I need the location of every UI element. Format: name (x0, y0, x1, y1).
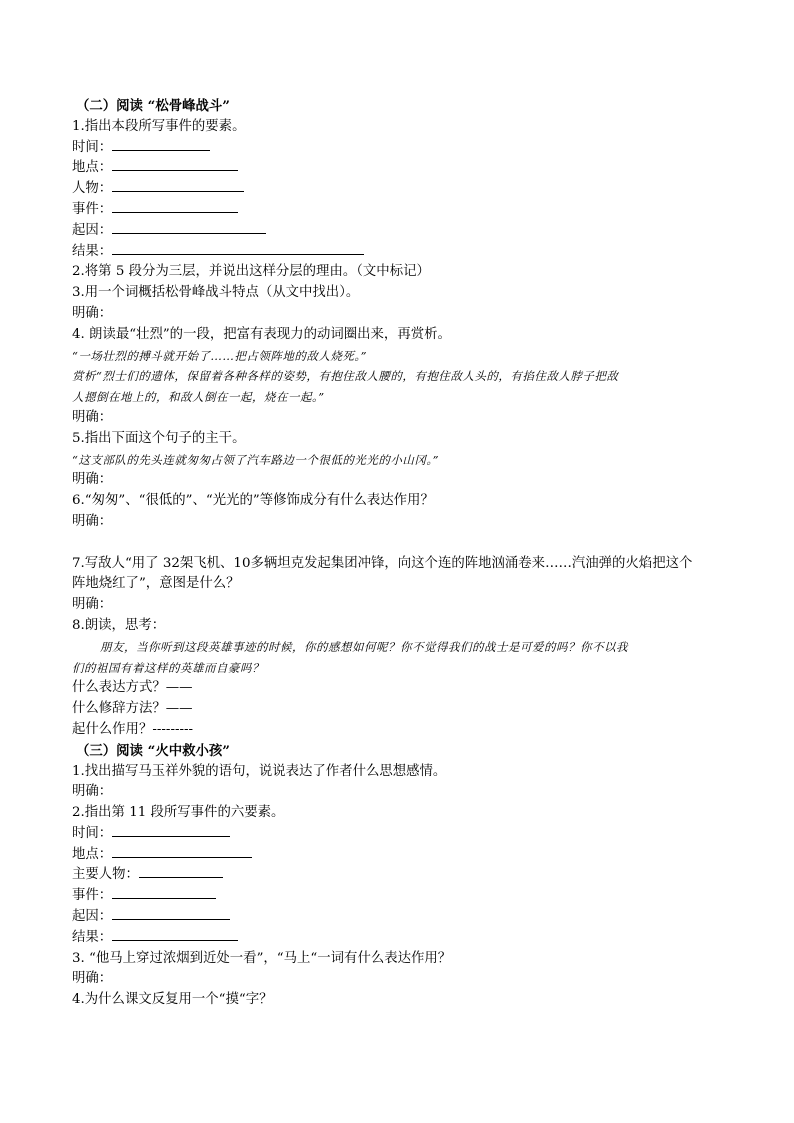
field-place (72, 845, 732, 866)
question-5: 5.指出下面这个句子的主干。 (72, 430, 246, 446)
answer-blank[interactable] (112, 845, 252, 858)
answer-label: 明确： (72, 409, 113, 425)
question-1: 1.指出本段所写事件的要素。 (72, 118, 246, 134)
answer-blank[interactable] (112, 200, 238, 213)
field-people (72, 179, 732, 200)
field-label: 时间： (72, 139, 113, 155)
field-label: 地点： (72, 160, 113, 176)
analysis-text-line-1: 赏析“烈士们的遗体，保留着各种各样的姿势，有抱住敌人腰的，有抱住敌人头的，有掐住敌人脖子把敌 (72, 369, 619, 384)
question-4: 4.为什么课文反复用一个“摸“字？ (72, 992, 273, 1008)
question-7-line-2: 阵地烧红了”，意图是什么？ (72, 576, 240, 592)
reading-passage-line-2: 们的祖国有着这样的英雄而自豪吗？ (72, 660, 264, 675)
answer-label: 明确： (72, 513, 113, 529)
field-label: 结果： (72, 929, 113, 945)
sub-question-effect: 起什么作用？--------- (72, 721, 194, 737)
answer-blank[interactable] (112, 907, 230, 920)
field-place (72, 158, 732, 179)
blank-space (72, 533, 732, 554)
question-8: 8.朗读，思考： (72, 617, 166, 633)
field-time (72, 138, 732, 159)
field-label: 事件： (72, 201, 113, 217)
question-4: 4. 朗读最“壮烈”的一段，把富有表现力的动词圈出来，再赏析。 (72, 326, 451, 342)
answer-label: 明确： (72, 971, 113, 987)
field-cause (72, 221, 732, 242)
field-label: 地点： (72, 846, 113, 862)
question-2: 2.将第 5 段分为三层，并说出这样分层的理由。（文中标记） (72, 264, 430, 280)
quote-text: “一场壮烈的搏斗就开始了……把占领阵地的敌人烧死。” (72, 348, 368, 363)
question-1: 1.找出描写马玉祥外貌的语句，说说表达了作者什么思想感情。 (72, 763, 447, 779)
field-label: 主要人物： (72, 867, 139, 883)
field-label: 起因： (72, 222, 113, 238)
field-time (72, 824, 732, 845)
quote-text: “这支部队的先头连就匆匆占领了汽车路边一个很低的光光的小山冈。” (72, 452, 440, 467)
answer-label: 明确： (72, 597, 113, 613)
answer-blank[interactable] (112, 138, 210, 151)
field-label: 时间： (72, 825, 113, 841)
answer-blank[interactable] (112, 242, 364, 255)
answer-label: 明确： (72, 472, 113, 488)
answer-blank[interactable] (112, 158, 238, 171)
answer-blank[interactable] (139, 865, 223, 878)
answer-blank[interactable] (112, 221, 266, 234)
field-result (72, 242, 732, 263)
field-event (72, 886, 732, 907)
answer-blank[interactable] (112, 824, 230, 837)
worksheet-page (72, 96, 732, 1011)
field-label: 事件： (72, 888, 113, 904)
field-label: 人物： (72, 181, 113, 197)
analysis-text-line-2: 人摁倒在地上的，和敌人倒在一起，烧在一起。” (72, 390, 325, 405)
field-label: 起因： (72, 909, 113, 925)
section-title: （二）阅读 “松骨峰战斗” (76, 98, 230, 114)
answer-blank[interactable] (112, 886, 216, 899)
field-event (72, 200, 732, 221)
question-3: 3.用一个词概括松骨峰战斗特点（从文中找出）。 (72, 285, 360, 301)
question-3: 3. “他马上穿过浓烟到近处一看”，“马上“一词有什么表达作用？ (72, 950, 452, 966)
reading-passage-line-1: 朋友，当你听到这段英雄事迹的时候，你的感想如何呢？你不觉得我们的战士是可爱的吗？你不以我 (100, 639, 628, 654)
question-2: 2.指出第 11 段所写事件的六要素。 (72, 805, 285, 821)
field-cause (72, 907, 732, 928)
field-label: 结果： (72, 243, 113, 259)
answer-blank[interactable] (112, 179, 244, 192)
sub-question-expression: 什么表达方式？—— (72, 680, 193, 696)
question-6: 6.“匆匆”、“很低的”、“光光的”等修饰成分有什么表达作用？ (72, 493, 434, 509)
answer-label: 明确： (72, 784, 113, 800)
question-7-line-1: 7.写敌人“用了 32架飞机、10多辆坦克发起集团冲锋，向这个连的阵地汹涌卷来……汽油弹的火焰把这个 (72, 555, 693, 571)
sub-question-rhetoric: 什么修辞方法？—— (72, 701, 193, 717)
field-result (72, 928, 732, 949)
answer-label: 明确： (72, 305, 113, 321)
field-main-people (72, 865, 732, 886)
answer-blank[interactable] (112, 928, 238, 941)
section-title: （三）阅读 “火中救小孩” (76, 742, 230, 759)
